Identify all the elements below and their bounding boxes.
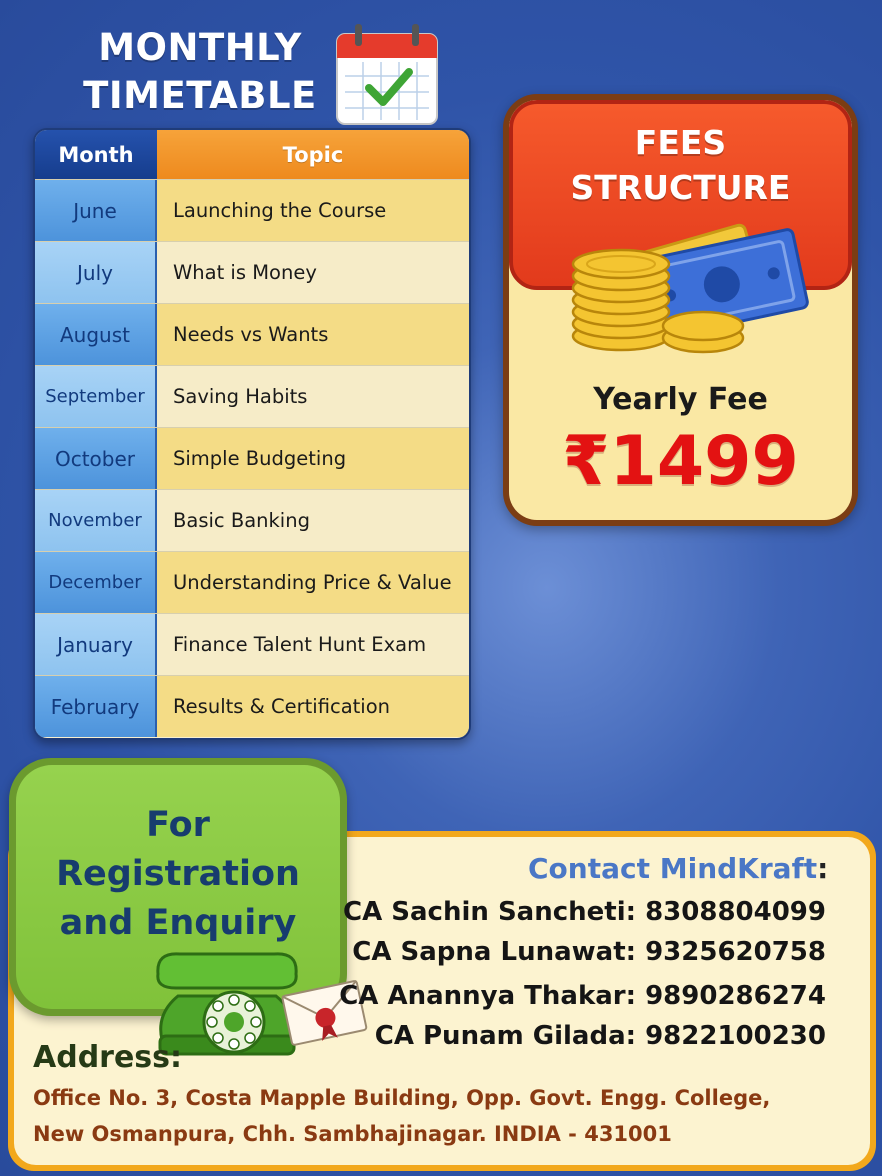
address-line1: Office No. 3, Costa Mapple Building, Opp. Govt. Engg. College, (33, 1086, 771, 1110)
table-header (35, 130, 469, 179)
topic-cell: What is Money (157, 242, 469, 303)
fees-title-line1: FEES (634, 123, 727, 162)
month-cell: December (35, 552, 157, 613)
contact-heading-colon: : (817, 852, 829, 885)
table-row (35, 241, 469, 303)
contact-person: CA Sachin Sancheti: 8308804099 (343, 897, 826, 927)
header-month: Month (35, 130, 157, 179)
fees-title-line2: STRUCTURE (570, 168, 791, 207)
month-cell: February (35, 676, 157, 737)
topic-cell: Saving Habits (157, 366, 469, 427)
month-cell: August (35, 304, 157, 365)
address-label: Address: (33, 1040, 183, 1075)
month-cell: January (35, 614, 157, 675)
topic-cell: Simple Budgeting (157, 428, 469, 489)
table-row (35, 551, 469, 613)
topic-cell: Needs vs Wants (157, 304, 469, 365)
contact-heading-text: Contact MindKraft (528, 852, 818, 885)
table-row (35, 303, 469, 365)
cash-coins-icon (563, 200, 813, 360)
month-cell: November (35, 490, 157, 551)
contact-heading (528, 852, 828, 885)
contact-person: CA Anannya Thakar: 9890286274 (339, 981, 826, 1011)
month-cell: October (35, 428, 157, 489)
registration-line3: and Enquiry (59, 903, 297, 943)
fees-title (509, 120, 852, 210)
timetable-title-line2: TIMETABLE (83, 74, 317, 117)
timetable-title (80, 24, 320, 120)
calendar-check-icon (333, 22, 441, 126)
topic-cell: Launching the Course (157, 180, 469, 241)
table-row (35, 365, 469, 427)
topic-cell: Results & Certification (157, 676, 469, 737)
table-row (35, 179, 469, 241)
contact-person: CA Sapna Lunawat: 9325620758 (352, 937, 826, 967)
table-row (35, 675, 469, 737)
month-cell: June (35, 180, 157, 241)
yearly-fee-label: Yearly Fee (593, 382, 768, 417)
topic-cell: Understanding Price & Value (157, 552, 469, 613)
table-row (35, 427, 469, 489)
table-row (35, 489, 469, 551)
contact-person: CA Punam Gilada: 9822100230 (374, 1021, 826, 1051)
header-topic: Topic (157, 130, 469, 179)
month-cell: July (35, 242, 157, 303)
registration-line1: For (146, 805, 210, 845)
topic-cell: Finance Talent Hunt Exam (157, 614, 469, 675)
fees-structure-card (503, 94, 858, 526)
yearly-fee-amount: ₹1499 (562, 422, 799, 501)
table-row (35, 613, 469, 675)
month-cell: September (35, 366, 157, 427)
topic-cell: Basic Banking (157, 490, 469, 551)
address-line2: New Osmanpura, Chh. Sambhajinagar. INDIA - 431001 (33, 1122, 672, 1146)
timetable-table (33, 128, 471, 740)
registration-line2: Registration (56, 854, 300, 894)
timetable-title-line1: MONTHLY (98, 26, 302, 69)
